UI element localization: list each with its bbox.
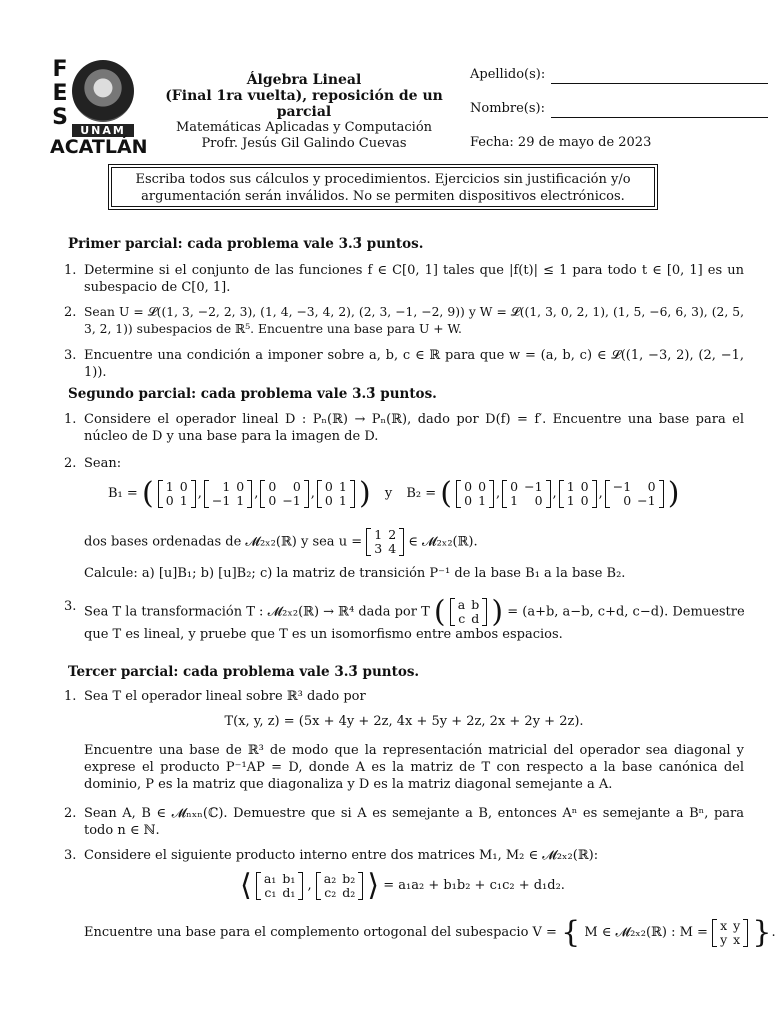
b2-matrices: [456, 478, 664, 508]
matrix-entry: c: [458, 611, 466, 626]
matrix-entry: c₁: [264, 884, 277, 900]
matrix-entry: 0: [510, 478, 519, 494]
unam-label: UNAM: [72, 124, 134, 137]
matrix-entry: 4: [388, 541, 397, 556]
matrix-entry: 0: [179, 478, 188, 494]
problem-text-b: = (a+b, a−b, c+d, c−d). Demuestre: [507, 604, 745, 620]
problem-number: 2.: [64, 305, 77, 320]
comma: ,: [254, 486, 259, 501]
fes-acatlan-logo: [50, 57, 148, 158]
matrix-entry: d₁: [282, 884, 296, 900]
problem-text: Sean U = 𝓛((1, 3, −2, 2, 3), (1, 4, −3, 4, 2), (2, 3, −1, −2, 9)) y W = 𝓛((1, 3, 0, 2, 1), (1, 5, −6, 6, 3), (2, 5, 3, 2, 1)) subespacios de ℝ⁵. Encuentre una base para U + W.: [84, 305, 744, 336]
matrix-entry: 0: [268, 492, 277, 508]
logo-letter-f: F: [52, 57, 68, 82]
matrix-entry: 0: [534, 492, 543, 508]
set-condition: M ∈ 𝓜₂ₓ₂(ℝ) : M =: [584, 925, 708, 940]
matrix-entry: 0: [292, 478, 301, 494]
section-3-title: Tercer parcial: cada problema vale 3.3̄ puntos.: [68, 664, 420, 680]
matrix-entry: 1: [374, 527, 383, 542]
matrix-entry: a₁: [263, 870, 277, 886]
b1-label: B₁ =: [108, 486, 138, 501]
problem-number: 1.: [64, 412, 77, 427]
operator-equation: T(x, y, z) = (5x + 4y + 2z, 4x + 5y + 2z, 2x + 2y + 2z).: [224, 714, 584, 729]
name-field[interactable]: [470, 100, 768, 118]
course-title: Álgebra Lineal: [246, 72, 362, 88]
problem-text: Considere el operador lineal D : Pₙ(ℝ) → Pₙ(ℝ), dado por D(f) = f′. Encuentre una base para el núcleo de D y una base para la imagen de D.: [84, 412, 744, 444]
matrix-entry: 0: [464, 478, 473, 494]
program-name: Matemáticas Aplicadas y Computación: [175, 120, 433, 135]
instructions-box: [108, 164, 658, 210]
matrix-entry: x: [733, 931, 741, 947]
matrix-entry: 0: [580, 492, 589, 508]
exam-title-block: [140, 72, 468, 152]
b1-matrix: [317, 480, 355, 508]
matrix-entry: 0: [324, 478, 333, 494]
exam-date: Fecha: 29 de mayo de 2023: [470, 135, 652, 150]
matrix-entry: y: [733, 917, 741, 933]
matrix-entry: 1: [338, 478, 347, 494]
problem-number: 3.: [64, 599, 77, 614]
matrix-entry: 0: [580, 478, 589, 494]
problem-3-2: [64, 805, 744, 839]
paren-open: (: [141, 476, 154, 511]
u-space: ∈ 𝓜₂ₓ₂(ℝ).: [408, 534, 478, 550]
inner-product-equation: [240, 868, 565, 903]
problem-text: Considere el siguiente producto interno entre dos matrices M₁, M₂ ∈ 𝓜₂ₓ₂(ℝ):: [84, 848, 599, 863]
problem-2-3: [64, 594, 745, 643]
instructions-line-2: argumentación serán inválidos. No se permiten dispositivos electrónicos.: [141, 189, 625, 204]
problem-1-3: [64, 347, 744, 381]
matrix-entry: b: [471, 597, 480, 612]
matrix-entry: 0: [647, 478, 656, 494]
b1-matrix: [260, 480, 308, 508]
matrix-entry: 1: [566, 478, 575, 494]
matrix-entry: y: [720, 931, 728, 947]
mv-matrix: [712, 919, 748, 947]
problem-1-1: [64, 262, 744, 296]
comma: ,: [598, 486, 603, 501]
and-label: y: [384, 486, 393, 501]
brace-open: {: [561, 915, 581, 950]
matrix-entry: 2: [388, 527, 397, 542]
problem-text-a: Sea T la transformación T : 𝓜₂ₓ₂(ℝ) → ℝ⁴ dada por T: [84, 604, 430, 620]
section-1-title: Primer parcial: cada problema vale 3.3̄ puntos.: [68, 236, 424, 252]
comma: ,: [307, 878, 312, 893]
comma: ,: [197, 486, 202, 501]
b2-matrix: [456, 480, 494, 508]
problem-number: 1.: [64, 263, 77, 278]
logo-letter-e: E: [52, 81, 68, 106]
orthogonal-complement: [84, 915, 776, 950]
matrix-entry: 0: [623, 492, 632, 508]
paren-close: ): [358, 476, 371, 511]
problem-number: 2.: [64, 456, 77, 471]
matrix-entry: −1: [612, 478, 632, 494]
professor-name: Profr. Jesús Gil Galindo Cuevas: [201, 136, 407, 151]
exam-subtitle: (Final 1ra vuelta), reposición de un parcial: [165, 88, 443, 120]
matrix-entry: d: [471, 611, 480, 626]
acatlan-label: ACATLÁN: [50, 136, 148, 158]
name-blank[interactable]: [551, 105, 768, 118]
matrix-entry: 1: [338, 492, 347, 508]
b2-label: B₂ =: [406, 486, 437, 501]
matrix-entry: b₂: [342, 870, 356, 886]
b2-matrix: [502, 480, 550, 508]
b1-matrix: [158, 480, 196, 508]
matrix-entry: a: [457, 597, 466, 612]
matrix-entry: 0: [324, 492, 333, 508]
instructions-line-1: Escriba todos sus cálculos y procedimientos. Ejercicios sin justificación y/o: [135, 172, 631, 187]
student-fields: [470, 66, 768, 152]
surname-field[interactable]: [470, 66, 768, 84]
problem-text: Sean A, B ∈ 𝓜ₙₓₙ(ℂ). Demuestre que si A es semejante a B, entonces Aⁿ es semejante a Bⁿ, para todo n ∈ ℕ.: [84, 806, 744, 838]
paren-close: ): [667, 476, 680, 511]
b1-matrix: [204, 480, 252, 508]
inner-product-rhs: = a₁a₂ + b₁b₂ + c₁c₂ + d₁d₂.: [383, 878, 565, 893]
problem-text: Sean:: [84, 456, 122, 471]
paren-open: (: [440, 476, 452, 511]
problem-text: Encuentre una base de ℝ³ de modo que la representación matricial del operador sea diagonal y exprese el producto P⁻¹AP = D, donde A es la matriz de T con respecto a la base canónica del dominio, P es la matriz que diagonaliza y D es la matriz diagonal semejante a A.: [84, 743, 744, 792]
matrix-entry: −1: [282, 492, 301, 508]
matrix-entry: 1: [222, 478, 231, 494]
problem-text-c: que T es lineal, y pruebe que T es un isomorfismo entre ambos espacios.: [84, 627, 563, 642]
problem-number: 1.: [64, 689, 77, 704]
matrix-entry: c₂: [324, 884, 337, 900]
t-matrix: [450, 598, 487, 626]
matrix-entry: −1: [524, 478, 543, 494]
section-2-title: Segundo parcial: cada problema vale 3.3̄ puntos.: [68, 386, 437, 402]
logo-letter-s: S: [52, 105, 68, 130]
paren-open: (: [433, 594, 446, 630]
problem-1-2: [64, 304, 744, 338]
problem-text: [84, 594, 745, 630]
m2-matrix: [316, 872, 363, 900]
matrix-entry: 0: [236, 478, 245, 494]
problem-2-1: [64, 411, 744, 445]
matrix-entry: 0: [165, 492, 174, 508]
paren-close: ): [491, 594, 504, 630]
unam-seal-icon: [72, 60, 134, 122]
problem-number: 3.: [64, 848, 77, 863]
matrix-entry: a₂: [323, 870, 337, 886]
b2-matrix: [605, 480, 664, 508]
comma: ,: [310, 486, 315, 501]
surname-blank[interactable]: [551, 71, 768, 84]
problem-2-2: [64, 455, 744, 472]
matrix-entry: 1: [478, 492, 487, 508]
period: .: [771, 925, 776, 940]
problem-text: Determine si el conjunto de las funciones f ∈ C[0, 1] tales que |f(t)| ≤ 1 para todo t ∈ [0, 1] es un subespacio de C[0, 1].: [84, 263, 744, 295]
surname-label: Apellido(s):: [470, 67, 546, 82]
m1-matrix: [256, 872, 303, 900]
b2-matrix: [559, 480, 597, 508]
problem-3-3: [64, 847, 744, 864]
matrix-entry: 0: [464, 492, 473, 508]
u-matrix: [366, 528, 404, 556]
matrix-entry: 1: [236, 492, 245, 508]
matrix-entry: 1: [566, 492, 575, 508]
brace-close: }: [752, 915, 772, 950]
problem-number: 3.: [64, 348, 77, 363]
matrix-entry: 1: [179, 492, 188, 508]
u-definition: [84, 528, 478, 556]
problem-3-1-body: [64, 742, 744, 793]
matrix-entry: 0: [478, 478, 487, 494]
fes-letters: [50, 58, 70, 130]
matrix-entry: x: [720, 917, 728, 933]
matrix-entry: 1: [165, 478, 174, 494]
matrix-entry: d₂: [342, 884, 356, 900]
matrix-entry: b₁: [282, 870, 296, 886]
angle-open: ⟨: [240, 868, 252, 903]
problem-3-1: [64, 688, 744, 705]
matrix-entry: 1: [510, 492, 519, 508]
problem-number: 2.: [64, 806, 77, 821]
matrix-entry: −1: [211, 492, 231, 508]
comma: ,: [552, 486, 557, 501]
b1-matrices: [158, 478, 355, 508]
problem-text: Encuentre una condición a imponer sobre a, b, c ∈ ℝ para que w = (a, b, c) ∈ 𝓛((1, −3, 2), (2, −1, 1)).: [84, 348, 744, 380]
matrix-entry: 3: [374, 541, 383, 556]
name-label: Nombre(s):: [470, 101, 545, 116]
matrix-entry: 0: [268, 478, 277, 494]
problem-text: Sea T el operador lineal sobre ℝ³ dado por: [84, 689, 366, 704]
u-text: dos bases ordenadas de 𝓜₂ₓ₂(ℝ) y sea u =: [84, 534, 363, 550]
comma: ,: [496, 486, 501, 501]
problem-2-2-tasks: Calcule: a) [u]B₁; b) [u]B₂; c) la matriz de transición P⁻¹ de la base B₁ a la base B₂.: [84, 566, 626, 581]
angle-close: ⟩: [367, 868, 380, 903]
complement-text: Encuentre una base para el complemento ortogonal del subespacio V =: [84, 925, 557, 940]
bases-equation: [108, 476, 748, 516]
matrix-entry: −1: [637, 492, 656, 508]
